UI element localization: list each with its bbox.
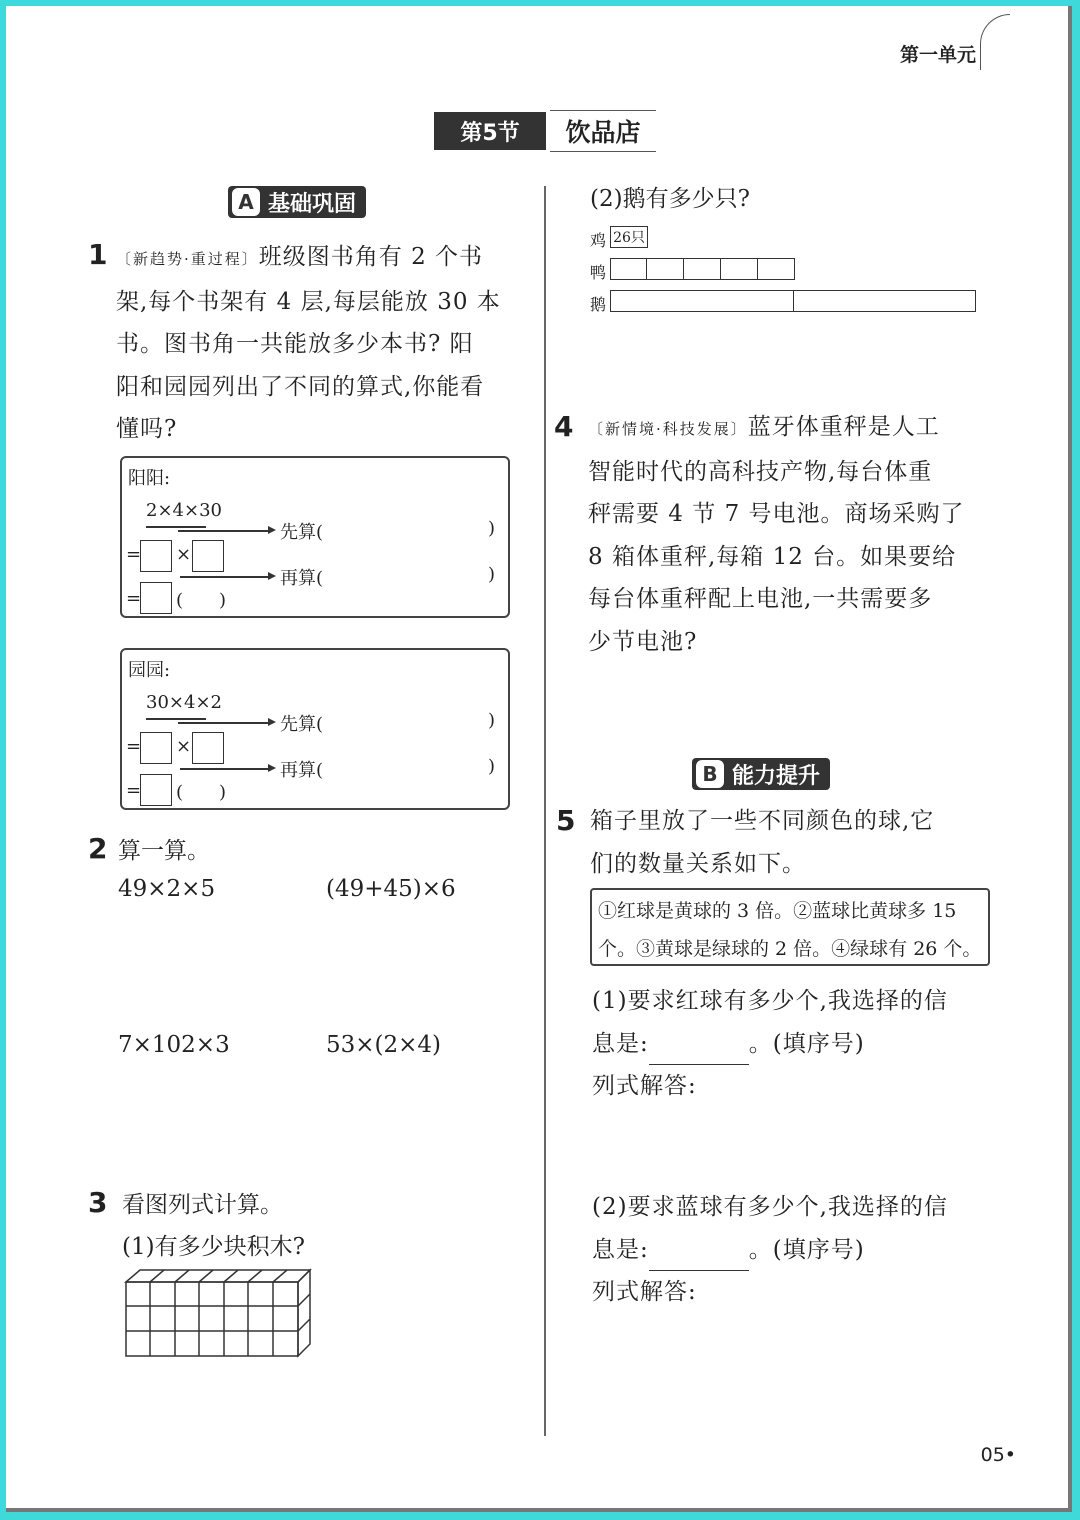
question-5-number: 5	[556, 804, 576, 837]
duck-segment	[684, 258, 721, 280]
question-2-number: 2	[88, 832, 108, 865]
question-4-line: 每台体重秤配上电池,一共需要多	[588, 586, 933, 612]
band-a-label: 基础巩固	[268, 191, 357, 217]
question-1-line: 架,每个书架有 4 层,每层能放 30 本	[116, 288, 501, 315]
answer-blank[interactable]	[649, 1249, 749, 1271]
question-4-text	[588, 406, 998, 663]
question-1-line: 阳和园园列出了不同的算式,你能看	[116, 373, 485, 400]
answer-box[interactable]	[140, 540, 172, 572]
bar-label-goose: 鹅	[590, 295, 607, 314]
duck-segment	[758, 258, 795, 280]
duck-segment	[610, 258, 647, 280]
question-5-line: 箱子里放了一些不同颜色的球,它	[590, 808, 935, 834]
answer-box[interactable]	[192, 540, 224, 572]
yangyang-name: 阳阳:	[128, 468, 171, 489]
arrow-head-icon	[268, 764, 276, 772]
yangyang-expression: 2×4×30	[146, 500, 222, 521]
question-3-title: 看图列式计算。	[122, 1192, 283, 1218]
expression: 7×102×3	[118, 1032, 230, 1058]
question-1-text	[116, 236, 536, 451]
bar-goose	[610, 290, 976, 312]
yuanyuan-box	[120, 648, 510, 810]
question-5-part2	[592, 1186, 1002, 1314]
step1-label: 先算(	[280, 522, 324, 543]
part1-prefix: 息是:	[592, 1030, 649, 1057]
part1-suffix: 。(填序号)	[748, 1030, 865, 1057]
times-sign: ×	[176, 544, 192, 565]
question-4-tag: 〔新情境·科技发展〕	[588, 420, 748, 438]
step2-close: )	[488, 564, 496, 585]
question-4-line: 少节电池?	[588, 628, 698, 655]
underline-left	[146, 718, 206, 720]
times-sign: ×	[176, 736, 192, 757]
question-1-line: 班级图书角有 2 个书	[258, 244, 484, 270]
question-2-title: 算一算。	[118, 838, 210, 864]
question-3-number: 3	[88, 1186, 108, 1219]
info-line: 个。③黄球是绿球的 2 倍。④绿球有 26 个。	[598, 938, 982, 960]
step1-close: )	[488, 710, 496, 731]
blocks-figure	[124, 1268, 314, 1360]
part2-suffix: 。(填序号)	[748, 1236, 865, 1263]
yangyang-box	[120, 456, 510, 618]
question-1-number: 1	[88, 238, 108, 271]
question-4-line: 秤需要 4 节 7 号电池。商场采购了	[588, 501, 965, 527]
goose-segment	[610, 290, 794, 312]
step1-close: )	[488, 518, 496, 539]
section-title: 饮品店	[550, 110, 656, 152]
unit-paren: ( )	[176, 782, 227, 803]
answer-box[interactable]	[140, 732, 172, 764]
page-number: 05•	[980, 1444, 1016, 1466]
band-b-label: 能力提升	[732, 763, 821, 789]
question-5-part1	[592, 980, 1002, 1108]
question-1-line: 懂吗?	[116, 416, 178, 442]
step2-close: )	[488, 756, 496, 777]
answer-blank[interactable]	[649, 1043, 749, 1065]
section-tag: 第5节	[434, 112, 546, 150]
chicken-count: 26只	[613, 230, 645, 246]
bar-chicken	[610, 226, 648, 248]
arrow-line	[178, 530, 268, 532]
question-4-number: 4	[554, 410, 574, 443]
part2-prefix: 息是:	[592, 1236, 649, 1263]
question-4-line: 蓝牙体重秤是人工	[747, 414, 940, 440]
band-a-letter: A	[232, 188, 260, 216]
corner-curve-decoration	[980, 14, 1010, 70]
info-line: ①红球是黄球的 3 倍。②蓝球比黄球多 15	[598, 900, 957, 922]
step2-label: 再算(	[280, 760, 324, 781]
arrow-head-icon	[268, 572, 276, 580]
expression: 53×(2×4)	[326, 1032, 442, 1058]
unit-label: 第一单元	[899, 44, 976, 66]
question-1-tag: 〔新趋势·重过程〕	[116, 250, 259, 268]
step2-label: 再算(	[280, 568, 324, 589]
bar-label-chicken: 鸡	[590, 231, 607, 250]
workbook-page	[6, 6, 1072, 1512]
question-5-text	[590, 800, 1000, 885]
goose-segment	[794, 290, 976, 312]
equals-sign: =	[126, 588, 142, 609]
duck-segment	[647, 258, 684, 280]
answer-box[interactable]	[192, 732, 224, 764]
question-5-line: 们的数量关系如下。	[590, 850, 806, 877]
arrow-head-icon	[268, 526, 276, 534]
equals-sign: =	[126, 736, 142, 757]
info-box	[590, 888, 990, 966]
arrow-line	[180, 576, 268, 578]
expression: (49+45)×6	[326, 876, 456, 902]
yuanyuan-expression: 30×4×2	[146, 692, 222, 713]
answer-box[interactable]	[140, 774, 172, 806]
unit-paren: ( )	[176, 590, 227, 611]
part2-solve-label: 列式解答:	[592, 1279, 697, 1305]
part2-line: (2)要求蓝球有多少个,我选择的信	[592, 1194, 948, 1220]
question-3-sub2: (2)鹅有多少只?	[590, 186, 750, 212]
equals-sign: =	[126, 544, 142, 565]
bar-label-duck: 鸭	[590, 263, 607, 282]
band-a	[228, 186, 366, 218]
underline-left	[146, 526, 206, 528]
question-1-line: 书。图书角一共能放多少本书? 阳	[116, 331, 474, 357]
band-b	[692, 758, 830, 790]
question-4-line: 智能时代的高科技产物,每台体重	[588, 458, 933, 485]
bar-duck	[610, 258, 795, 280]
yuanyuan-name: 园园:	[128, 660, 171, 681]
question-4-line: 8 箱体重秤,每箱 12 台。如果要给	[588, 543, 957, 570]
answer-box[interactable]	[140, 582, 172, 614]
column-divider	[544, 186, 546, 1436]
band-b-letter: B	[696, 760, 724, 788]
equals-sign: =	[126, 780, 142, 801]
expression: 49×2×5	[118, 876, 216, 902]
part1-line: (1)要求红球有多少个,我选择的信	[592, 988, 948, 1014]
part1-solve-label: 列式解答:	[592, 1073, 697, 1099]
arrow-line	[178, 722, 268, 724]
step1-label: 先算(	[280, 714, 324, 735]
arrow-line	[180, 768, 268, 770]
duck-segment	[721, 258, 758, 280]
arrow-head-icon	[268, 718, 276, 726]
question-3-sub1: (1)有多少块积木?	[122, 1234, 305, 1260]
